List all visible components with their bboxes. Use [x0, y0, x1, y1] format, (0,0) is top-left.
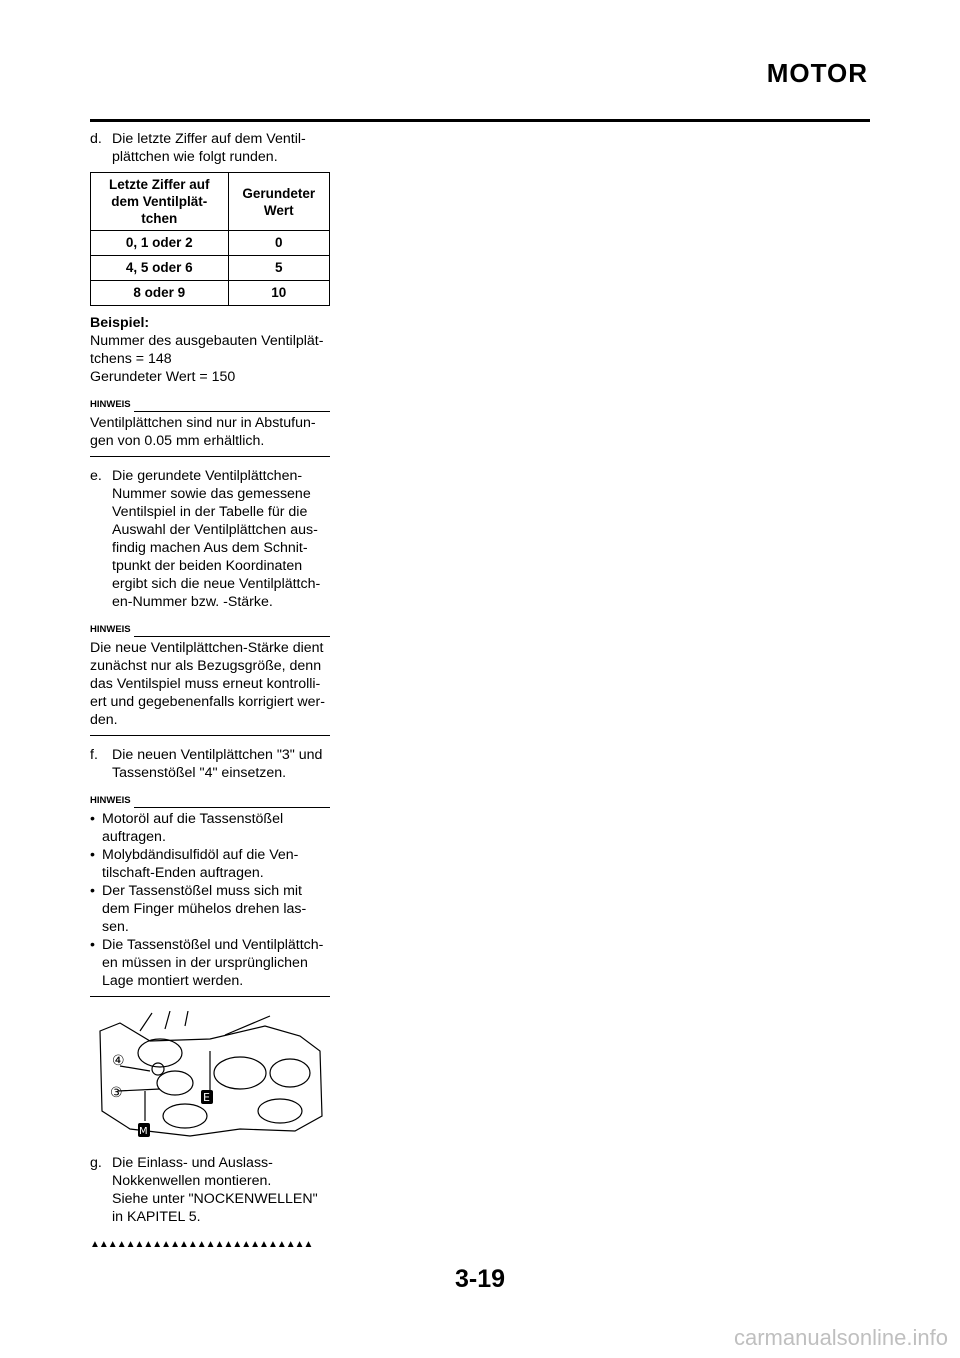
step-g-line: in KAPITEL 5. — [112, 1209, 201, 1225]
hinweis-line: Die neue Ventilplättchen-Stärke dient — [90, 640, 324, 656]
step-e-label: e. — [90, 468, 102, 484]
hinweis-header — [90, 396, 330, 414]
list-item-text: tilschaft-Enden auftragen. — [102, 865, 264, 881]
step-d-line-1: Die letzte Ziffer auf dem Ventil- — [112, 131, 306, 147]
list-item-text: Lage montiert werden. — [102, 973, 244, 989]
step-e-line: tpunkt der beiden Koordinaten — [112, 558, 303, 574]
hinweis-line: Ventilplättchen sind nur in Abstufun- — [90, 415, 316, 431]
step-g — [90, 1154, 330, 1226]
hinweis-label: HINWEIS — [90, 795, 131, 806]
bullet-dot: • — [90, 937, 95, 953]
badge-m: M — [139, 1126, 148, 1137]
example-line: Gerundeter Wert = 150 — [90, 369, 236, 385]
list-item-text: Der Tassenstößel muss sich mit — [102, 883, 302, 899]
table-header-text: dem Ventilplät- — [111, 194, 208, 209]
list-item-text: sen. — [102, 919, 129, 935]
step-d-line-2: plättchen wie folgt runden. — [112, 149, 278, 165]
table-cell: 8 oder 9 — [91, 281, 229, 306]
list-item-text: Die Tassenstößel und Ventilplättch- — [102, 937, 324, 953]
list-item-text: dem Finger mühelos drehen las- — [102, 901, 307, 917]
hinweis-end-rule — [90, 735, 330, 736]
hinweis-end-rule — [90, 456, 330, 457]
table-row — [91, 256, 330, 281]
hinweis-line: das Ventilspiel muss erneut kontrolli- — [90, 676, 321, 692]
section-end-marker: ▲▲▲▲▲▲▲▲▲▲▲▲▲▲▲▲▲▲▲▲▲▲▲▲▲ — [90, 1239, 313, 1250]
example-line: tchens = 148 — [90, 351, 172, 367]
list-item-text: Motoröl auf die Tassenstößel — [102, 811, 284, 827]
hinweis-line: den. — [90, 712, 118, 728]
table-header-row — [91, 173, 330, 231]
table-row — [91, 281, 330, 306]
step-e-line: Auswahl der Ventilplättchen aus- — [112, 522, 318, 538]
list-item-text: auftragen. — [102, 829, 166, 845]
table-cell: 0, 1 oder 2 — [91, 231, 229, 256]
step-d — [90, 130, 330, 166]
hinweis-box-2 — [90, 621, 330, 736]
step-g-line: Die Einlass- und Auslass- — [112, 1155, 273, 1171]
table-row — [91, 231, 330, 256]
table-header-rounded — [228, 173, 329, 231]
step-e-line: findig machen Aus dem Schnit- — [112, 540, 308, 556]
table-header-text: Gerundeter — [242, 185, 316, 201]
list-item — [90, 936, 330, 990]
hinweis-rule — [134, 807, 330, 808]
example-line: Nummer des ausgebauten Ventilplät- — [90, 333, 324, 349]
step-g-line: Siehe unter "NOCKENWELLEN" — [112, 1191, 318, 1207]
step-e-line: Die gerundete Ventilplättchen- — [112, 468, 303, 484]
hinweis-line: ert und gegebenenfalls korrigiert wer- — [90, 694, 326, 710]
list-item-text: Molybdändisulfidöl auf die Ven- — [102, 847, 299, 863]
example-title: Beispiel: — [90, 315, 150, 331]
step-g-label: g. — [90, 1155, 102, 1171]
callout-4: ④ — [112, 1053, 125, 1069]
bullet-dot: • — [90, 847, 95, 863]
step-e-line: Nummer sowie das gemessene — [112, 486, 311, 502]
hinweis-line: gen von 0.05 mm erhältlich. — [90, 433, 265, 449]
page-title: MOTOR — [766, 58, 868, 88]
table-cell: 0 — [228, 231, 329, 256]
table-cell: 5 — [228, 256, 329, 281]
watermark: carmanualsonline.info — [733, 1325, 948, 1350]
hinweis-rule — [134, 411, 330, 412]
table-header-text: Letzte Ziffer auf — [109, 177, 210, 192]
hinweis-box-3 — [90, 792, 330, 997]
hinweis-end-rule — [90, 996, 330, 997]
step-f-line: Tassenstößel "4" einsetzen. — [112, 765, 287, 781]
hinweis-rule — [134, 636, 330, 637]
engine-head-drawing — [100, 1011, 322, 1136]
badge-e: E — [203, 1091, 210, 1104]
list-item-text: en müssen in der ursprünglichen — [102, 955, 308, 971]
hinweis-line: zunächst nur als Bezugsgröße, denn — [90, 658, 322, 674]
hinweis-box-1 — [90, 396, 330, 457]
table-header-last-digit — [91, 173, 229, 231]
valve-shim-illustration — [90, 1011, 330, 1141]
table-cell: 10 — [228, 281, 329, 306]
step-g-line: Nokkenwellen montieren. — [112, 1173, 272, 1189]
list-item — [90, 810, 330, 846]
step-e-line: Ventilspiel in der Tabelle für die — [112, 504, 308, 520]
list-item — [90, 846, 330, 882]
page-number: 3-19 — [454, 1265, 506, 1293]
step-f-line: Die neuen Ventilplättchen "3" und — [112, 747, 323, 763]
table-header-text: Wert — [263, 202, 294, 218]
table-cell: 4, 5 oder 6 — [91, 256, 229, 281]
step-e-line: ergibt sich die neue Ventilplättch- — [112, 576, 321, 592]
step-f — [90, 746, 330, 782]
bullet-dot: • — [90, 883, 95, 899]
rounding-table — [90, 172, 330, 306]
callout-3: ③ — [110, 1085, 123, 1101]
step-e-line: en-Nummer bzw. -Stärke. — [112, 594, 273, 610]
hinweis-label: HINWEIS — [90, 624, 131, 635]
step-d-label: d. — [90, 131, 102, 147]
bullet-dot: • — [90, 811, 95, 827]
hinweis-label: HINWEIS — [90, 399, 131, 410]
step-f-label: f. — [90, 747, 98, 763]
content-column — [90, 130, 330, 1254]
list-item — [90, 882, 330, 936]
table-header-text: tchen — [141, 211, 178, 226]
hinweis-header — [90, 621, 330, 639]
header-rule — [90, 119, 870, 122]
step-e — [90, 467, 330, 611]
hinweis-header — [90, 792, 330, 810]
